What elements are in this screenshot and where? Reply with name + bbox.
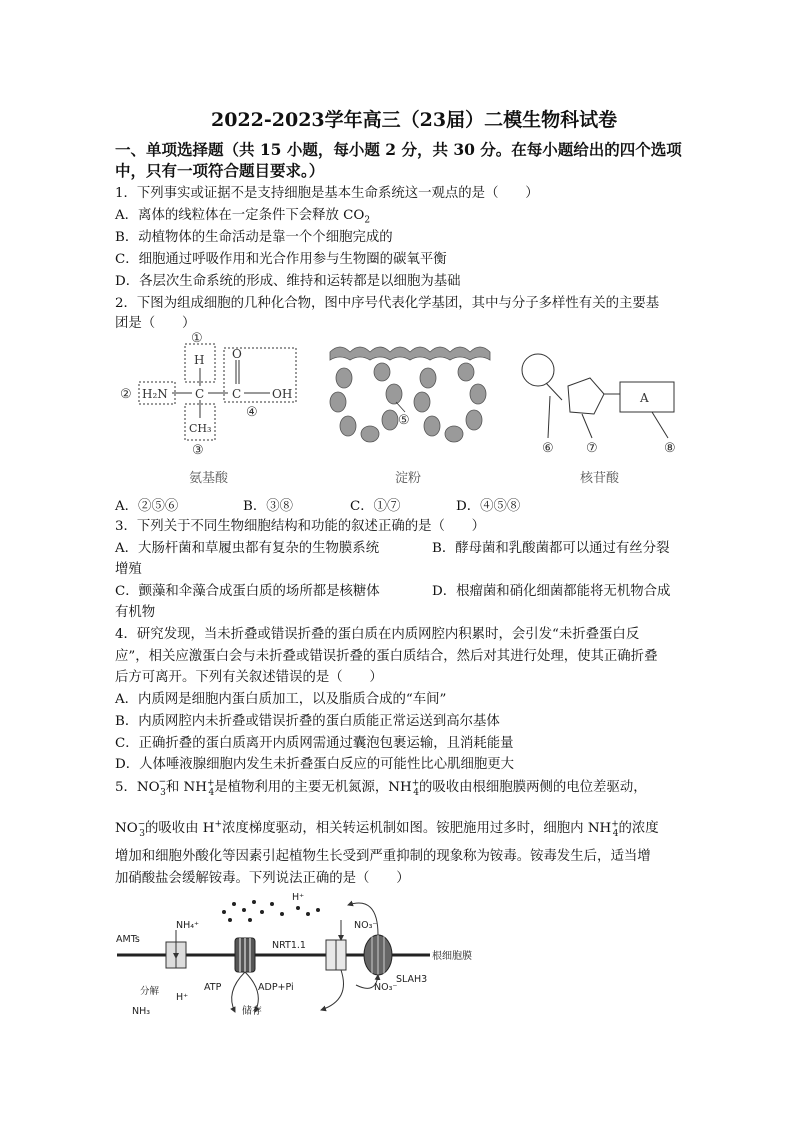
- adp-label: ADP+Pi: [258, 982, 294, 993]
- h2-label: H⁺: [176, 992, 189, 1003]
- nrt-label: NRT1.1: [272, 940, 306, 951]
- decompose-label: 分解: [140, 986, 160, 997]
- question-1-stem: 1．下列事实或证据不是支持细胞是基本生命系统这一观点的是（ ）: [115, 186, 539, 201]
- question-5-line2: $NO^-_3$的吸收由 H+浓度梯度驱动，相关转运机制如图。铵肥施用过多时，细胞内 $NH^+_4$的浓度: [115, 819, 659, 839]
- question-4-stem-2: 应”，相关应激蛋白会与未折叠或错误折叠的蛋白质结合，然后对其进行处理，使其正确折叠: [115, 649, 658, 664]
- q1-option-c: C．细胞通过呼吸作用和光合作用参与生物圈的碳氧平衡: [115, 252, 447, 267]
- q3-option-d: D．根瘤菌和硝化细菌都能将无机物合成: [432, 584, 671, 599]
- n8-label: ⑧: [664, 441, 676, 456]
- a-base-label: A: [640, 391, 649, 405]
- c-label: C: [195, 387, 205, 401]
- h-label: H: [194, 353, 205, 367]
- no3-out-label: NO₃⁻: [354, 920, 378, 931]
- n4-label: ④: [246, 405, 258, 420]
- starch-diagram: [330, 347, 490, 442]
- q4-option-a: A．内质网是细胞内蛋白质加工，以及脂质合成的“车间”: [115, 692, 447, 707]
- n7-label: ⑦: [586, 441, 598, 456]
- starch-caption: 淀粉: [395, 471, 422, 486]
- nh4-label: NH₄⁺: [176, 920, 200, 931]
- proton-dots: [222, 900, 320, 922]
- q4-option-b: B．内质网腔内未折叠或错误折叠的蛋白质能正常运送到高尔基体: [115, 714, 500, 729]
- no3-in-label: NO₃⁻: [374, 982, 398, 993]
- question-5-line1: 5．$NO^-_3$和 $NH^+_4$是植物利用的主要无机氮源，$NH^+_4$的吸收由根细胞膜两侧的电位差驱动，: [115, 776, 647, 798]
- nrt-transporter: [326, 940, 346, 970]
- question-2-stem: 2．下图为组成细胞的几种化合物，图中序号代表化学基团，其中与分子多样性有关的主要基: [115, 296, 660, 311]
- q1-option-a: A．离体的线粒体在一定条件下会释放 $CO_2$: [115, 208, 371, 226]
- nucleotide-caption: 核苷酸: [580, 471, 620, 486]
- question-5-line4: 加硝酸盐会缓解铵毒。下列说法正确的是（ ）: [115, 871, 410, 886]
- amts-label: AMTs: [116, 934, 140, 945]
- slah3-channel: [364, 935, 392, 975]
- q1-option-b: B．动植物体的生命活动是靠一个个细胞完成的: [115, 230, 393, 245]
- n5-label: ⑤: [398, 413, 410, 428]
- q1-option-d: D．各层次生命系统的形成、维持和运转都是以细胞为基础: [115, 274, 461, 289]
- n6-label: ⑥: [542, 441, 554, 456]
- section-header: 一、单项选择题（共 15 小题，每小题 2 分，共 30 分。在每小题给出的四个选项: [115, 140, 682, 159]
- question-4-stem: 4．研究发现，当未折叠或错误折叠的蛋白质在内质网腔内积累时，会引发“未折叠蛋白反: [115, 627, 640, 642]
- q2-option-d: D．④⑤⑧: [456, 499, 521, 514]
- oh-label: OH: [272, 387, 293, 401]
- o-label: O: [232, 347, 242, 361]
- transport-figure: [112, 890, 512, 1020]
- q3-option-a: A．大肠杆菌和草履虫都有复杂的生物膜系统: [115, 541, 380, 556]
- question-4-stem-3: 后方可离开。下列有关叙述错误的是（ ）: [115, 670, 383, 685]
- q2-option-a: A．②⑤⑥: [115, 499, 179, 514]
- q3-option-d-cont: 有机物: [115, 605, 156, 620]
- n2-label: ②: [120, 387, 132, 402]
- q3-option-c: C．颤藻和伞藻合成蛋白质的场所都是核糖体: [115, 584, 380, 599]
- n1-label: ①: [191, 331, 203, 346]
- q3-option-b: B．酵母菌和乳酸菌都可以通过有丝分裂: [432, 541, 670, 556]
- storage-label: 储存: [242, 1006, 262, 1017]
- nucleotide-diagram: [522, 354, 674, 438]
- question-5-line3: 增加和细胞外酸化等因素引起植物生长受到严重抑制的现象称为铵毒。铵毒发生后，适当增: [115, 849, 651, 864]
- ch3-label: CH₃: [189, 422, 212, 435]
- q4-option-c: C．正确折叠的蛋白质离开内质网需通过囊泡包裹运输，且消耗能量: [115, 736, 514, 751]
- proton-pump: [235, 938, 255, 972]
- membrane-label: 根细胞膜: [432, 951, 472, 962]
- question-3-stem: 3．下列关于不同生物细胞结构和功能的叙述正确的是（ ）: [115, 519, 486, 534]
- q4-option-d: D．人体唾液腺细胞内发生未折叠蛋白反应的可能性比心肌细胞更大: [115, 757, 515, 772]
- hplus-label: H⁺: [292, 892, 305, 903]
- question-2-stem-cont: 团是（ ）: [115, 316, 196, 331]
- slah3-label: SLAH3: [396, 974, 428, 985]
- c2-label: C: [232, 387, 242, 401]
- nh3-label: NH₃: [132, 1006, 151, 1017]
- q3-option-b-cont: 增殖: [115, 562, 142, 577]
- q2-option-c: C．①⑦: [350, 499, 401, 514]
- q2-option-b: B．③⑧: [243, 499, 294, 514]
- n3-label: ③: [192, 443, 204, 458]
- amino-acid-caption: 氨基酸: [189, 471, 229, 486]
- atp-label: ATP: [204, 982, 222, 993]
- section-header-cont: 中，只有一项符合题目要求。）: [115, 161, 325, 180]
- page-title: 2022-2023学年高三（23届）二模生物科试卷: [211, 109, 618, 131]
- compound-figure: [112, 330, 692, 492]
- h2n-label: H₂N: [142, 387, 168, 401]
